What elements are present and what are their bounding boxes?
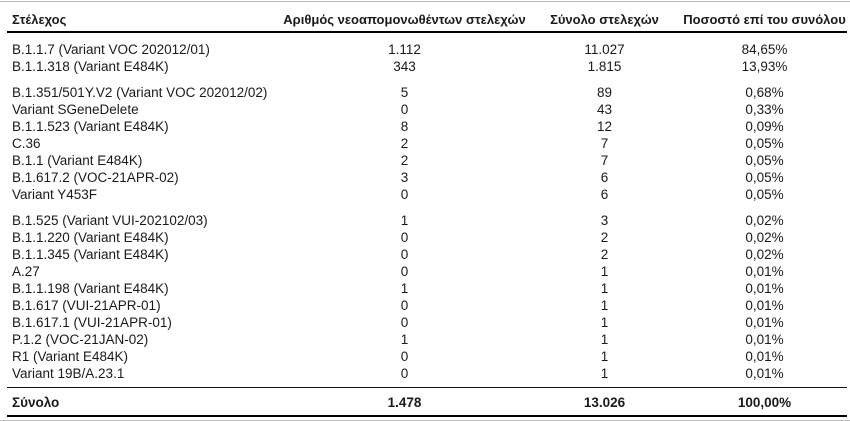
cell-new-isolates: 0 bbox=[400, 366, 409, 381]
cell-new-isolates: 0 bbox=[400, 102, 409, 117]
table-row bbox=[7, 118, 847, 135]
cell-new-isolates: 0 bbox=[400, 298, 409, 313]
cell-percentage: 0,02% bbox=[745, 213, 784, 228]
table-body bbox=[7, 32, 847, 388]
cell-percentage: 0,01% bbox=[745, 349, 784, 364]
cell-strain: C.36 bbox=[12, 136, 41, 151]
table-row bbox=[7, 75, 847, 101]
cell-total-strains: 1 bbox=[600, 349, 609, 364]
cell-strain: A.27 bbox=[12, 264, 40, 279]
cell-total-strains: 11.027 bbox=[584, 42, 625, 57]
cell-percentage: 0,01% bbox=[745, 366, 784, 381]
cell-strain: B.1.1 (Variant E484K) bbox=[12, 153, 143, 168]
table-row bbox=[7, 32, 847, 58]
cell-percentage: 0,02% bbox=[745, 230, 784, 245]
cell-total-strains: 6 bbox=[600, 170, 609, 185]
table-row bbox=[7, 135, 847, 152]
cell-total-strains: 89 bbox=[596, 85, 613, 100]
table-row bbox=[7, 229, 847, 246]
table-row bbox=[7, 280, 847, 297]
table-row bbox=[7, 169, 847, 186]
cell-percentage: 0,05% bbox=[745, 170, 784, 185]
cell-new-isolates: 1.112 bbox=[388, 42, 421, 57]
cell-strain: B.1.1.198 (Variant E484K) bbox=[12, 281, 169, 296]
cell-new-isolates: 8 bbox=[400, 119, 409, 134]
cell-new-isolates: 0 bbox=[400, 230, 409, 245]
cell-strain: Variant 19B/A.23.1 bbox=[12, 366, 125, 381]
cell-total-strains: 3 bbox=[600, 213, 609, 228]
col-header-new-isolates: Αριθμός νεοαπομονωθέντων στελεχών bbox=[282, 2, 527, 32]
variants-table bbox=[7, 2, 847, 417]
cell-new-isolates: 3 bbox=[400, 170, 409, 185]
total-label: Σύνολο bbox=[7, 388, 282, 417]
cell-new-isolates: 343 bbox=[393, 59, 416, 74]
cell-percentage: 0,05% bbox=[745, 136, 784, 151]
cell-total-strains: 2 bbox=[600, 247, 609, 262]
cell-percentage: 0,01% bbox=[745, 281, 784, 296]
cell-new-isolates: 1 bbox=[400, 213, 409, 228]
table-row bbox=[7, 263, 847, 280]
cell-total-strains: 1.815 bbox=[587, 59, 622, 74]
table-row bbox=[7, 203, 847, 229]
cell-percentage: 0,05% bbox=[745, 187, 784, 202]
total-row bbox=[7, 388, 847, 417]
col-header-strain: Στέλεχος bbox=[7, 2, 282, 32]
cell-strain: B.1.1.523 (Variant E484K) bbox=[12, 119, 169, 134]
table-row bbox=[7, 331, 847, 348]
cell-strain: B.1.617.2 (VOC-21APR-02) bbox=[12, 170, 179, 185]
cell-percentage: 0,33% bbox=[745, 102, 784, 117]
cell-new-isolates: 0 bbox=[400, 187, 409, 202]
cell-percentage: 0,01% bbox=[745, 298, 784, 313]
cell-total-strains: 1 bbox=[600, 264, 609, 279]
cell-percentage: 0,09% bbox=[745, 119, 784, 134]
cell-percentage: 0,01% bbox=[745, 315, 784, 330]
cell-strain: B.1.351/501Y.V2 (Variant VOC 202012/02) bbox=[12, 85, 268, 100]
cell-new-isolates: 5 bbox=[400, 85, 409, 100]
cell-percentage: 0,68% bbox=[745, 85, 784, 100]
cell-total-strains: 43 bbox=[596, 102, 613, 117]
cell-new-isolates: 2 bbox=[400, 136, 409, 151]
cell-percentage: 0,01% bbox=[745, 264, 784, 279]
cell-strain: P.1.2 (VOC-21JAN-02) bbox=[12, 332, 149, 347]
table-row bbox=[7, 152, 847, 169]
cell-new-isolates: 0 bbox=[400, 247, 409, 262]
cell-total-strains: 12 bbox=[596, 119, 613, 134]
cell-strain: B.1.617 (VUI-21APR-01) bbox=[12, 298, 161, 313]
cell-new-isolates: 0 bbox=[400, 349, 409, 364]
cell-percentage: 0,02% bbox=[745, 247, 784, 262]
cell-percentage: 0,01% bbox=[745, 332, 784, 347]
header-row bbox=[7, 2, 847, 32]
cell-total-strains: 1 bbox=[600, 366, 609, 381]
table-row bbox=[7, 101, 847, 118]
cell-strain: B.1.1.7 (Variant VOC 202012/01) bbox=[12, 42, 210, 57]
cell-percentage: 0,05% bbox=[745, 153, 784, 168]
table-row bbox=[7, 297, 847, 314]
cell-strain: B.1.617.1 (VUI-21APR-01) bbox=[12, 315, 172, 330]
table-row bbox=[7, 246, 847, 263]
cell-percentage: 13,93% bbox=[741, 59, 788, 74]
col-header-percentage: Ποσοστό επί του συνόλου bbox=[682, 2, 847, 32]
col-header-total-strains: Σύνολο στελεχών bbox=[527, 2, 682, 32]
cell-strain: B.1.1.345 (Variant E484K) bbox=[12, 247, 169, 262]
cell-percentage: 84,65% bbox=[741, 42, 788, 57]
cell-total-strains: 2 bbox=[600, 230, 609, 245]
cell-new-isolates: 0 bbox=[400, 264, 409, 279]
cell-strain: R1 (Variant E484K) bbox=[12, 349, 129, 364]
cell-total-strains: 1 bbox=[600, 315, 609, 330]
cell-total-strains: 1 bbox=[600, 332, 609, 347]
cell-total-strains: 7 bbox=[600, 136, 609, 151]
cell-total-strains: 1 bbox=[600, 281, 609, 296]
cell-total-strains: 7 bbox=[600, 153, 609, 168]
cell-new-isolates: 0 bbox=[400, 315, 409, 330]
total-new-isolates: 1.478 bbox=[282, 388, 527, 417]
table-row bbox=[7, 365, 847, 388]
total-percentage: 100,00% bbox=[682, 388, 847, 417]
cell-new-isolates: 2 bbox=[400, 153, 409, 168]
cell-total-strains: 6 bbox=[600, 187, 609, 202]
table-row bbox=[7, 314, 847, 331]
cell-new-isolates: 1 bbox=[400, 332, 409, 347]
cell-total-strains: 1 bbox=[600, 298, 609, 313]
cell-strain: B.1.1.220 (Variant E484K) bbox=[12, 230, 169, 245]
table-row bbox=[7, 348, 847, 365]
cell-strain: Variant Y453F bbox=[12, 187, 98, 202]
table-row bbox=[7, 186, 847, 203]
cell-new-isolates: 1 bbox=[400, 281, 409, 296]
table-row bbox=[7, 58, 847, 75]
cell-strain: B.1.1.318 (Variant E484K) bbox=[12, 59, 169, 74]
cell-strain: Variant SGeneDelete bbox=[12, 102, 139, 117]
total-strains: 13.026 bbox=[527, 388, 682, 417]
cell-strain: B.1.525 (Variant VUI-202102/03) bbox=[12, 213, 208, 228]
